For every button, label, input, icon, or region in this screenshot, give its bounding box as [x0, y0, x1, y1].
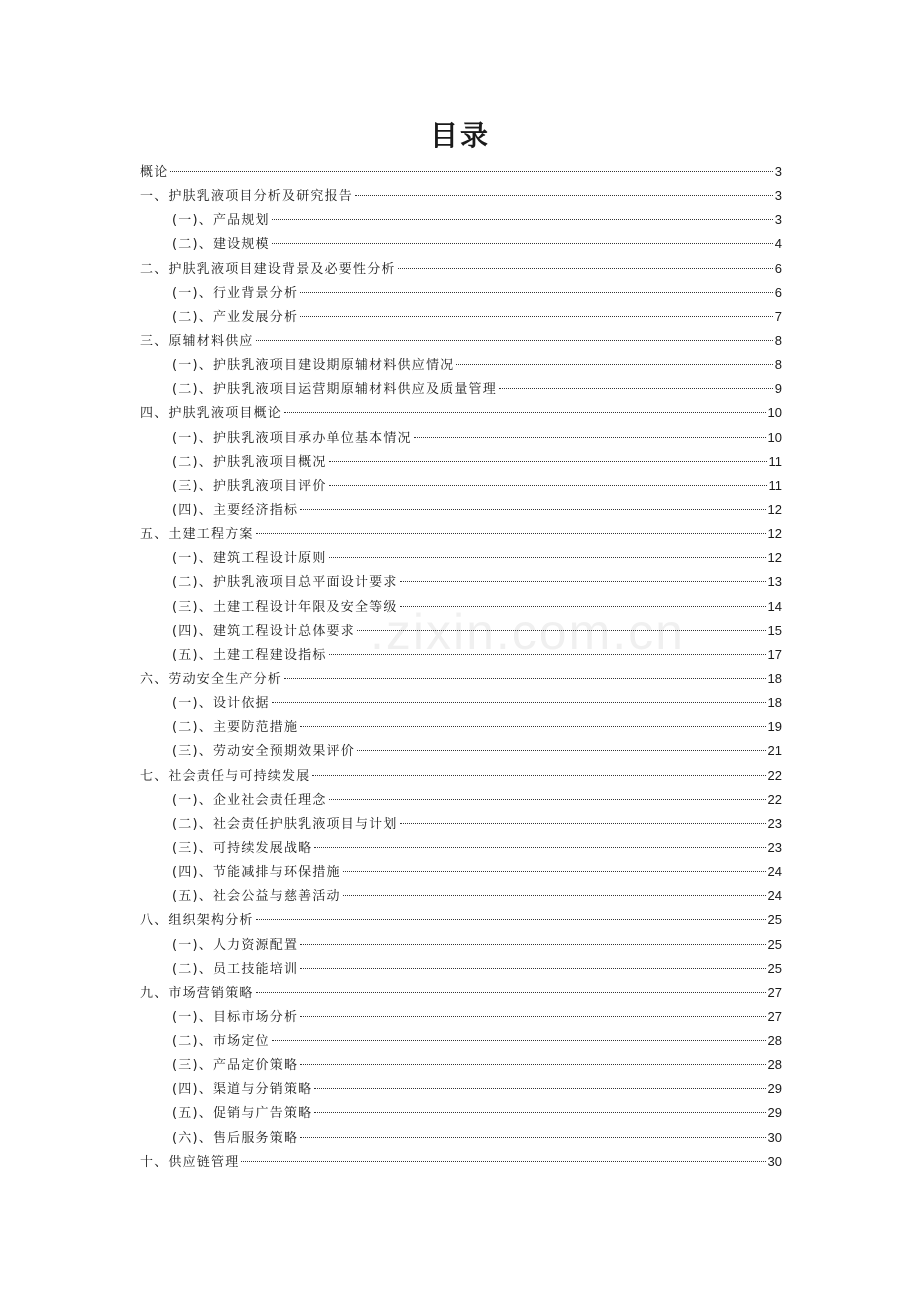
toc-entry-title: (四)、节能减排与环保措施: [172, 865, 341, 881]
toc-entry[interactable]: [140, 957, 782, 981]
toc-entry-page-number: 11: [768, 453, 782, 469]
toc-entry-page-number: 29: [767, 1081, 782, 1097]
toc-entry-title: (五)、土建工程建设指标: [172, 647, 327, 663]
dot-leader: [300, 968, 765, 969]
toc-entry[interactable]: [140, 981, 782, 1005]
toc-entry-title: 六、劳动安全生产分析: [140, 671, 283, 687]
toc-entry-page-number: 25: [767, 960, 782, 976]
toc-entry-title: (二)、建设规模: [172, 237, 270, 253]
toc-entry-page-number: 30: [767, 1153, 782, 1169]
toc-entry-page-number: 3: [774, 212, 782, 228]
dot-leader: [398, 268, 773, 269]
toc-entry-page-number: 11: [768, 477, 782, 493]
toc-entry-title: (五)、促销与广告策略: [172, 1106, 313, 1122]
toc-entry[interactable]: [140, 305, 782, 329]
toc-entry-page-number: 10: [767, 405, 782, 421]
toc-entry[interactable]: [140, 401, 782, 425]
toc-entry-title: (二)、护肤乳液项目概况: [172, 454, 327, 470]
toc-entry-title: 九、市场营销策略: [140, 985, 254, 1001]
toc-entry[interactable]: [140, 474, 782, 498]
toc-entry[interactable]: [140, 860, 782, 884]
toc-entry-page-number: 27: [767, 1008, 782, 1024]
toc-entry-page-number: 30: [767, 1129, 782, 1145]
toc-entry-title: 概论: [140, 165, 169, 180]
toc-entry[interactable]: [140, 522, 782, 546]
toc-entry[interactable]: [140, 546, 782, 570]
dot-leader: [300, 1064, 765, 1065]
dot-leader: [300, 509, 765, 510]
toc-entry-page-number: 4: [774, 236, 782, 252]
toc-entry[interactable]: [140, 160, 782, 184]
toc-entry-title: (二)、市场定位: [172, 1034, 270, 1050]
toc-entry-title: (四)、建筑工程设计总体要求: [172, 623, 355, 639]
dot-leader: [400, 606, 766, 607]
toc-entry-page-number: 18: [767, 695, 782, 711]
dot-leader: [241, 1161, 765, 1162]
toc-entry[interactable]: [140, 715, 782, 739]
dot-leader: [312, 775, 765, 776]
toc-entry-title: (一)、设计依据: [172, 696, 270, 712]
toc-entry-page-number: 23: [767, 815, 782, 831]
toc-entry[interactable]: [140, 1101, 782, 1125]
toc-entry-title: (一)、产品规划: [172, 213, 270, 229]
toc-entry-page-number: 25: [767, 936, 782, 952]
dot-leader: [329, 654, 766, 655]
toc-entry-title: (二)、护肤乳液项目总平面设计要求: [172, 575, 398, 591]
toc-entry[interactable]: [140, 1005, 782, 1029]
toc-entry-title: (二)、主要防范措施: [172, 720, 299, 736]
toc-entry[interactable]: [140, 764, 782, 788]
toc-entry[interactable]: [140, 1150, 782, 1174]
toc-entry-page-number: 29: [767, 1105, 782, 1121]
toc-entry[interactable]: [140, 836, 782, 860]
toc-entry[interactable]: [140, 595, 782, 619]
toc-entry-title: 四、护肤乳液项目概论: [140, 406, 283, 422]
toc-entry[interactable]: [140, 933, 782, 957]
toc-entry[interactable]: [140, 570, 782, 594]
toc-entry-page-number: 28: [767, 1057, 782, 1073]
toc-entry[interactable]: [140, 281, 782, 305]
toc-entry[interactable]: [140, 667, 782, 691]
dot-leader: [314, 847, 765, 848]
toc-entry-page-number: 25: [767, 912, 782, 928]
dot-leader: [256, 992, 766, 993]
toc-entry-title: (三)、产品定价策略: [172, 1058, 299, 1074]
toc-entry-page-number: 12: [767, 501, 782, 517]
dot-leader: [456, 364, 772, 365]
toc-entry[interactable]: [140, 908, 782, 932]
toc-entry-page-number: 28: [767, 1033, 782, 1049]
dot-leader: [300, 316, 773, 317]
toc-entry-page-number: 18: [767, 670, 782, 686]
toc-entry[interactable]: [140, 257, 782, 281]
toc-entry-page-number: 8: [774, 332, 782, 348]
dot-leader: [414, 437, 766, 438]
toc-entry-page-number: 12: [767, 526, 782, 542]
toc-entry-title: (二)、护肤乳液项目运营期原辅材料供应及质量管理: [172, 382, 497, 398]
toc-entry-title: (一)、建筑工程设计原则: [172, 551, 327, 567]
dot-leader: [300, 1137, 765, 1138]
toc-entry-page-number: 14: [767, 598, 782, 614]
toc-entry-page-number: 15: [767, 622, 782, 638]
toc-entry[interactable]: [140, 739, 782, 763]
toc-entry[interactable]: [140, 1126, 782, 1150]
toc-entry-page-number: 10: [767, 429, 782, 445]
toc-entry[interactable]: [140, 1077, 782, 1101]
toc-entry-title: (一)、护肤乳液项目建设期原辅材料供应情况: [172, 358, 455, 374]
toc-entry-title: 八、组织架构分析: [140, 913, 254, 929]
toc-entry[interactable]: [140, 812, 782, 836]
toc-entry-page-number: 22: [767, 791, 782, 807]
toc-entry-title: 二、护肤乳液项目建设背景及必要性分析: [140, 261, 396, 277]
toc-entry-title: (六)、售后服务策略: [172, 1130, 299, 1146]
dot-leader: [284, 412, 766, 413]
dot-leader: [256, 533, 766, 534]
toc-entry[interactable]: [140, 232, 782, 256]
toc-entry[interactable]: [140, 184, 782, 208]
dot-leader: [300, 292, 773, 293]
toc-entry[interactable]: [140, 1029, 782, 1053]
toc-entry-title: (三)、土建工程设计年限及安全等级: [172, 599, 398, 615]
dot-leader: [314, 1112, 765, 1113]
dot-leader: [272, 243, 773, 244]
toc-entry-page-number: 3: [774, 188, 782, 204]
toc-entry[interactable]: [140, 353, 782, 377]
dot-leader: [329, 557, 766, 558]
dot-leader: [300, 1016, 765, 1017]
table-of-contents: [140, 160, 782, 1174]
watermark: .zixin.com.cn: [370, 604, 685, 660]
toc-entry-title: (一)、人力资源配置: [172, 937, 299, 953]
toc-entry-page-number: 7: [774, 308, 782, 324]
toc-entry-page-number: 6: [774, 284, 782, 300]
toc-entry-page-number: 24: [767, 888, 782, 904]
dot-leader: [355, 195, 773, 196]
toc-entry-title: (二)、员工技能培训: [172, 961, 299, 977]
toc-entry-title: (四)、渠道与分销策略: [172, 1082, 313, 1098]
dot-leader: [357, 750, 766, 751]
toc-entry-page-number: 12: [767, 550, 782, 566]
toc-entry-title: (二)、社会责任护肤乳液项目与计划: [172, 816, 398, 832]
toc-entry[interactable]: [140, 450, 782, 474]
toc-entry-page-number: 6: [774, 260, 782, 276]
dot-leader: [329, 799, 766, 800]
toc-entry[interactable]: [140, 884, 782, 908]
toc-entry-title: 七、社会责任与可持续发展: [140, 768, 311, 784]
toc-entry-title: 三、原辅材料供应: [140, 333, 254, 349]
dot-leader: [170, 171, 772, 172]
toc-entry[interactable]: [140, 426, 782, 450]
toc-entry-title: (三)、劳动安全预期效果评价: [172, 744, 355, 760]
dot-leader: [329, 485, 767, 486]
toc-entry[interactable]: [140, 208, 782, 232]
toc-entry-page-number: 9: [774, 381, 782, 397]
toc-entry[interactable]: [140, 643, 782, 667]
toc-entry-page-number: 17: [767, 646, 782, 662]
toc-entry-title: (五)、社会公益与慈善活动: [172, 889, 341, 905]
toc-entry[interactable]: [140, 788, 782, 812]
toc-entry-title: (二)、产业发展分析: [172, 309, 299, 325]
dot-leader: [272, 219, 773, 220]
toc-entry-title: (三)、护肤乳液项目评价: [172, 478, 327, 494]
toc-entry-page-number: 21: [767, 743, 782, 759]
dot-leader: [314, 1088, 765, 1089]
dot-leader: [272, 1040, 766, 1041]
dot-leader: [329, 461, 767, 462]
toc-entry-page-number: 24: [767, 864, 782, 880]
toc-entry-title: (一)、企业社会责任理念: [172, 792, 327, 808]
toc-entry-title: (一)、行业背景分析: [172, 285, 299, 301]
toc-entry-page-number: 8: [774, 357, 782, 373]
toc-entry[interactable]: [140, 619, 782, 643]
toc-entry-title: 五、土建工程方案: [140, 527, 254, 543]
dot-leader: [343, 895, 766, 896]
toc-entry-page-number: 23: [767, 839, 782, 855]
toc-entry-title: (一)、目标市场分析: [172, 1009, 299, 1025]
dot-leader: [400, 581, 766, 582]
toc-entry-page-number: 27: [767, 984, 782, 1000]
dot-leader: [272, 702, 766, 703]
toc-entry[interactable]: [140, 377, 782, 401]
toc-entry-page-number: 3: [774, 164, 782, 179]
toc-entry-title: (四)、主要经济指标: [172, 502, 299, 518]
toc-entry-title: 十、供应链管理: [140, 1154, 240, 1170]
toc-entry[interactable]: [140, 691, 782, 715]
dot-leader: [357, 630, 766, 631]
dot-leader: [400, 823, 766, 824]
toc-entry-page-number: 13: [767, 574, 782, 590]
dot-leader: [300, 944, 765, 945]
toc-entry-title: 一、护肤乳液项目分析及研究报告: [140, 189, 354, 205]
toc-entry[interactable]: [140, 1053, 782, 1077]
dot-leader: [256, 919, 766, 920]
toc-entry-page-number: 19: [767, 719, 782, 735]
dot-leader: [499, 388, 773, 389]
dot-leader: [284, 678, 766, 679]
dot-leader: [256, 340, 773, 341]
toc-title: 目录: [429, 119, 490, 152]
dot-leader: [300, 726, 765, 727]
toc-entry[interactable]: [140, 498, 782, 522]
toc-entry-page-number: 22: [767, 767, 782, 783]
dot-leader: [343, 871, 766, 872]
toc-entry-title: (三)、可持续发展战略: [172, 840, 313, 856]
toc-entry[interactable]: [140, 329, 782, 353]
toc-entry-title: (一)、护肤乳液项目承办单位基本情况: [172, 430, 412, 446]
